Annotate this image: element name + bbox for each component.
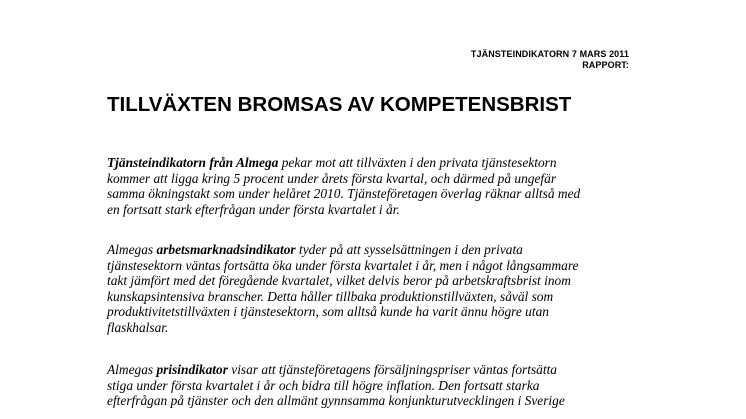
line-prefix: Almegas (107, 362, 157, 377)
paragraph-line: flaskhalsar. (107, 319, 169, 335)
paragraph-line: produktivitetstillväxten i tjänstesektorn, som alltså kunde ha varit ännu högre utan (107, 304, 549, 320)
report-type-line: RAPPORT: (582, 60, 629, 70)
paragraph-tjansteindikatorn (107, 155, 642, 217)
paragraph-line: takt jämfört med det föregående kvartalet, vilket delvis beror på arbetskraftsbrist inom (107, 273, 571, 289)
line-text: tyder på att sysselsättningen i den privata (295, 242, 523, 257)
paragraph-line: samma ökningstakt som under helåret 2010. Tjänsteföretagen överlag räknar alltså med (107, 186, 581, 202)
paragraph-line (107, 362, 642, 378)
paragraph-line (107, 155, 642, 171)
paragraph-line: en fortsatt stark efterfrågan under första kvartalet i år. (107, 201, 400, 217)
line-prefix: Almegas (107, 242, 157, 257)
paragraph-arbetsmarknadsindikator (107, 242, 642, 336)
bold-term: prisindikator (156, 362, 228, 377)
report-header (471, 49, 629, 71)
bold-term: Tjänsteindikatorn från Almega (107, 155, 279, 170)
paragraph-prisindikator (107, 362, 642, 409)
paragraph-line: kommer att ligga kring 5 procent under årets första kvartal, och därmed på ungefär (107, 170, 557, 186)
line-text: visar att tjänsteföretagens försäljningspriser väntas fortsätta (227, 362, 557, 377)
line-text: pekar mot att tillväxten i den privata tjänstesektorn (278, 155, 557, 170)
paragraph-line: efterfrågan på tjänster och den allmänt gynnsamma konjunkturutvecklingen i Sverige (107, 393, 565, 409)
page-title: TILLVÄXTEN BROMSAS AV KOMPETENSBRIST (107, 93, 572, 116)
paragraph-line: stiga under första kvartalet i år och bidra till högre inflation. Den fortsatt starka (107, 377, 540, 393)
report-date-line: TJÄNSTEINDIKATORN 7 MARS 2011 (470, 49, 629, 59)
paragraph-line: tjänstesektorn väntas fortsätta öka under första kvartalet i år, men i något långsammare (107, 257, 579, 273)
bold-term: arbetsmarknadsindikator (156, 242, 296, 257)
paragraph-line: kunskapsintensiva branscher. Detta håller tillbaka produktionstillväxten, såväl som (107, 288, 554, 304)
paragraph-line (107, 242, 642, 258)
